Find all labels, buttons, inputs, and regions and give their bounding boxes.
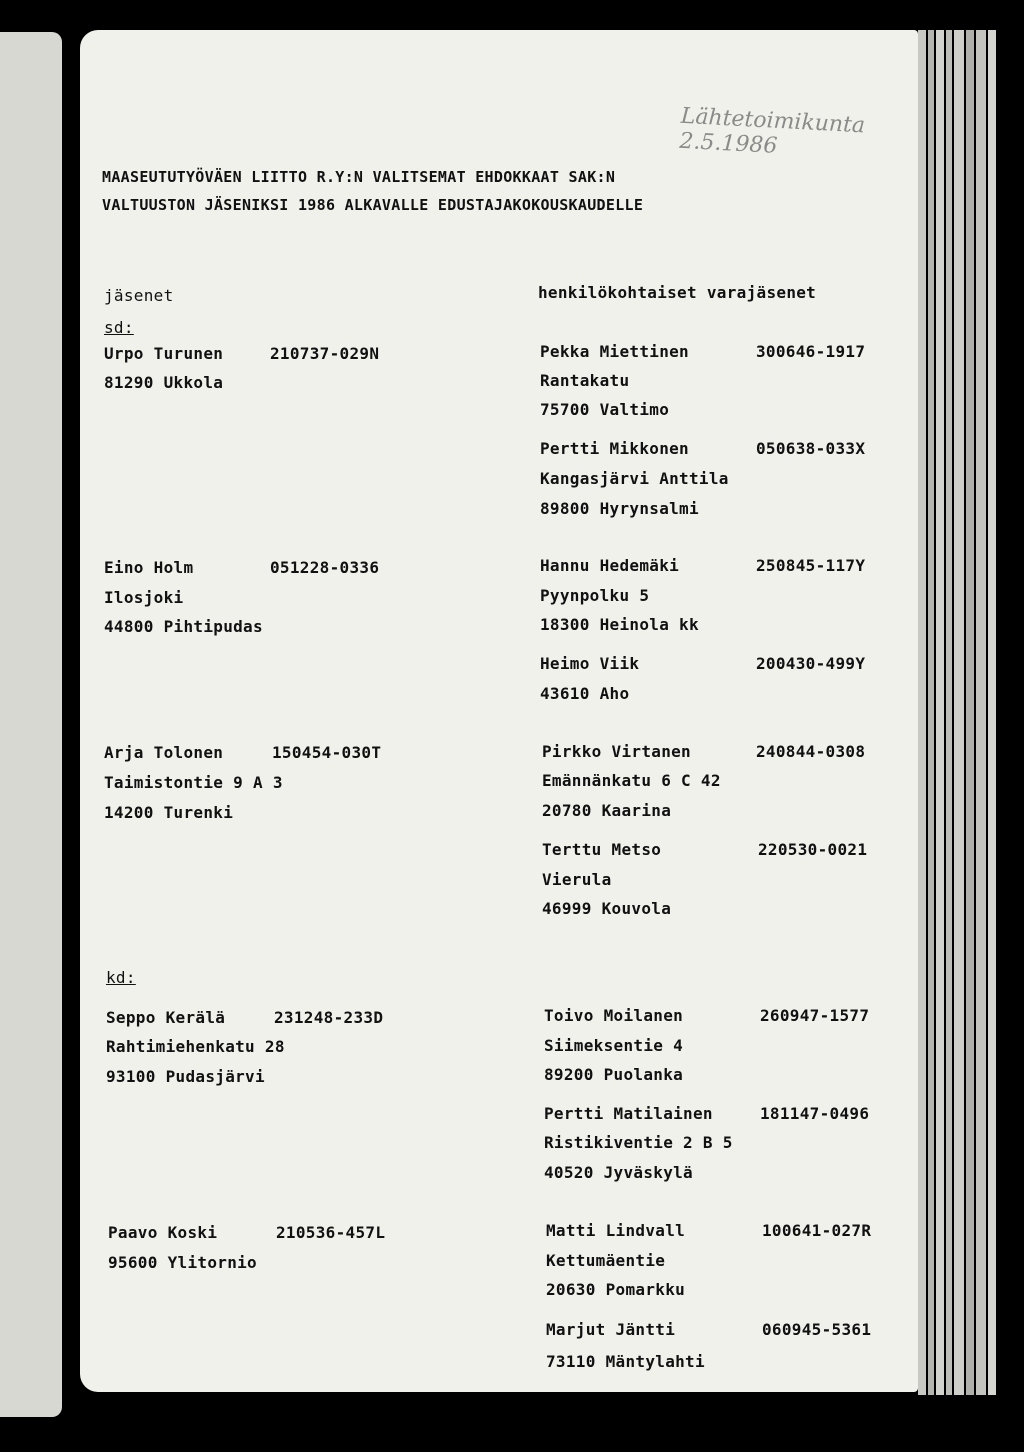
deputy-name: Pertti Mikkonen [540,439,689,458]
deputy-id: 050638-033X [756,439,866,458]
deputy-id: 250845-117Y [756,556,866,575]
member-address: 93100 Pudasjärvi [106,1067,265,1086]
deputy-name: Terttu Metso [542,840,662,859]
member-address: 81290 Ukkola [104,373,224,392]
deputy-id: 300646-1917 [756,342,866,361]
deputy-address: 73110 Mäntylahti [546,1352,705,1371]
deputy-address: 18300 Heinola kk [540,615,699,634]
deputy-id: 260947-1577 [760,1006,870,1025]
page-stack-edge [954,30,964,1395]
members-column-heading: jäsenet [104,286,174,305]
page-stack-edge [976,30,986,1395]
deputy-address: Kettumäentie [546,1251,666,1270]
deputy-name: Pertti Matilainen [544,1104,713,1123]
document-title-line-1: MAASEUTUTYÖVÄEN LIITTO R.Y:N VALITSEMAT EHDOKKAAT SAK:N [102,168,616,186]
member-id: 231248-233D [274,1008,384,1027]
deputy-address: Pyynpolku 5 [540,586,650,605]
deputy-name: Pirkko Virtanen [542,742,691,761]
deputy-address: 89200 Puolanka [544,1065,684,1084]
deputy-name: Hannu Hedemäki [540,556,680,575]
member-address: 14200 Turenki [104,803,234,822]
member-address: 95600 Ylitornio [108,1253,257,1272]
handwritten-note: Lähtetoimikunta 2.5.1986 [678,103,866,159]
page-stack-edge [936,30,944,1395]
deputy-address: 46999 Kouvola [542,899,672,918]
page-stack-edge [946,30,952,1395]
deputy-id: 060945-5361 [762,1320,872,1339]
deputy-address: 89800 Hyrynsalmi [540,499,699,518]
page-stack-edge [918,30,926,1395]
member-id: 150454-030T [272,743,382,762]
deputy-name: Pekka Miettinen [540,342,689,361]
document-title-line-2: VALTUUSTON JÄSENIKSI 1986 ALKAVALLE EDUSTAJAKOKOUSKAUDELLE [102,196,644,214]
deputy-address: Rantakatu [540,371,630,390]
member-id: 210536-457L [276,1223,386,1242]
deputy-name: Toivo Moilanen [544,1006,684,1025]
member-address: Rahtimiehenkatu 28 [106,1037,285,1056]
deputy-id: 100641-027R [762,1221,872,1240]
document-page [80,30,918,1392]
member-name: Paavo Koski [108,1223,218,1242]
party-label-sd: sd: [104,318,134,337]
deputy-address: Siimeksentie 4 [544,1036,684,1055]
deputy-address: Emännänkatu 6 C 42 [542,771,721,790]
deputy-id: 200430-499Y [756,654,866,673]
deputy-address: Ristikiventie 2 B 5 [544,1133,733,1152]
member-name: Seppo Kerälä [106,1008,226,1027]
deputies-column-heading: henkilökohtaiset varajäsenet [538,283,817,302]
deputy-id: 220530-0021 [758,840,868,859]
party-label-kd: kd: [106,968,136,987]
page-stack-edge [928,30,934,1395]
member-address: Ilosjoki [104,588,184,607]
deputy-id: 240844-0308 [756,742,866,761]
deputy-address: 43610 Aho [540,684,630,703]
member-id: 051228-0336 [270,558,380,577]
deputy-name: Matti Lindvall [546,1221,686,1240]
deputy-address: 20630 Pomarkku [546,1280,686,1299]
deputy-address: 75700 Valtimo [540,400,670,419]
deputy-address: Vierula [542,870,612,889]
member-name: Urpo Turunen [104,344,224,363]
page-stack-edge [966,30,974,1395]
deputy-name: Marjut Jäntti [546,1320,676,1339]
deputy-name: Heimo Viik [540,654,640,673]
member-name: Eino Holm [104,558,194,577]
member-address: Taimistontie 9 A 3 [104,773,283,792]
deputy-id: 181147-0496 [760,1104,870,1123]
page-stack-edge [988,30,996,1395]
deputy-address: Kangasjärvi Anttila [540,469,729,488]
deputy-address: 20780 Kaarina [542,801,672,820]
member-id: 210737-029N [270,344,380,363]
deputy-address: 40520 Jyväskylä [544,1163,693,1182]
previous-page-edge [0,32,62,1417]
member-address: 44800 Pihtipudas [104,617,263,636]
member-name: Arja Tolonen [104,743,224,762]
